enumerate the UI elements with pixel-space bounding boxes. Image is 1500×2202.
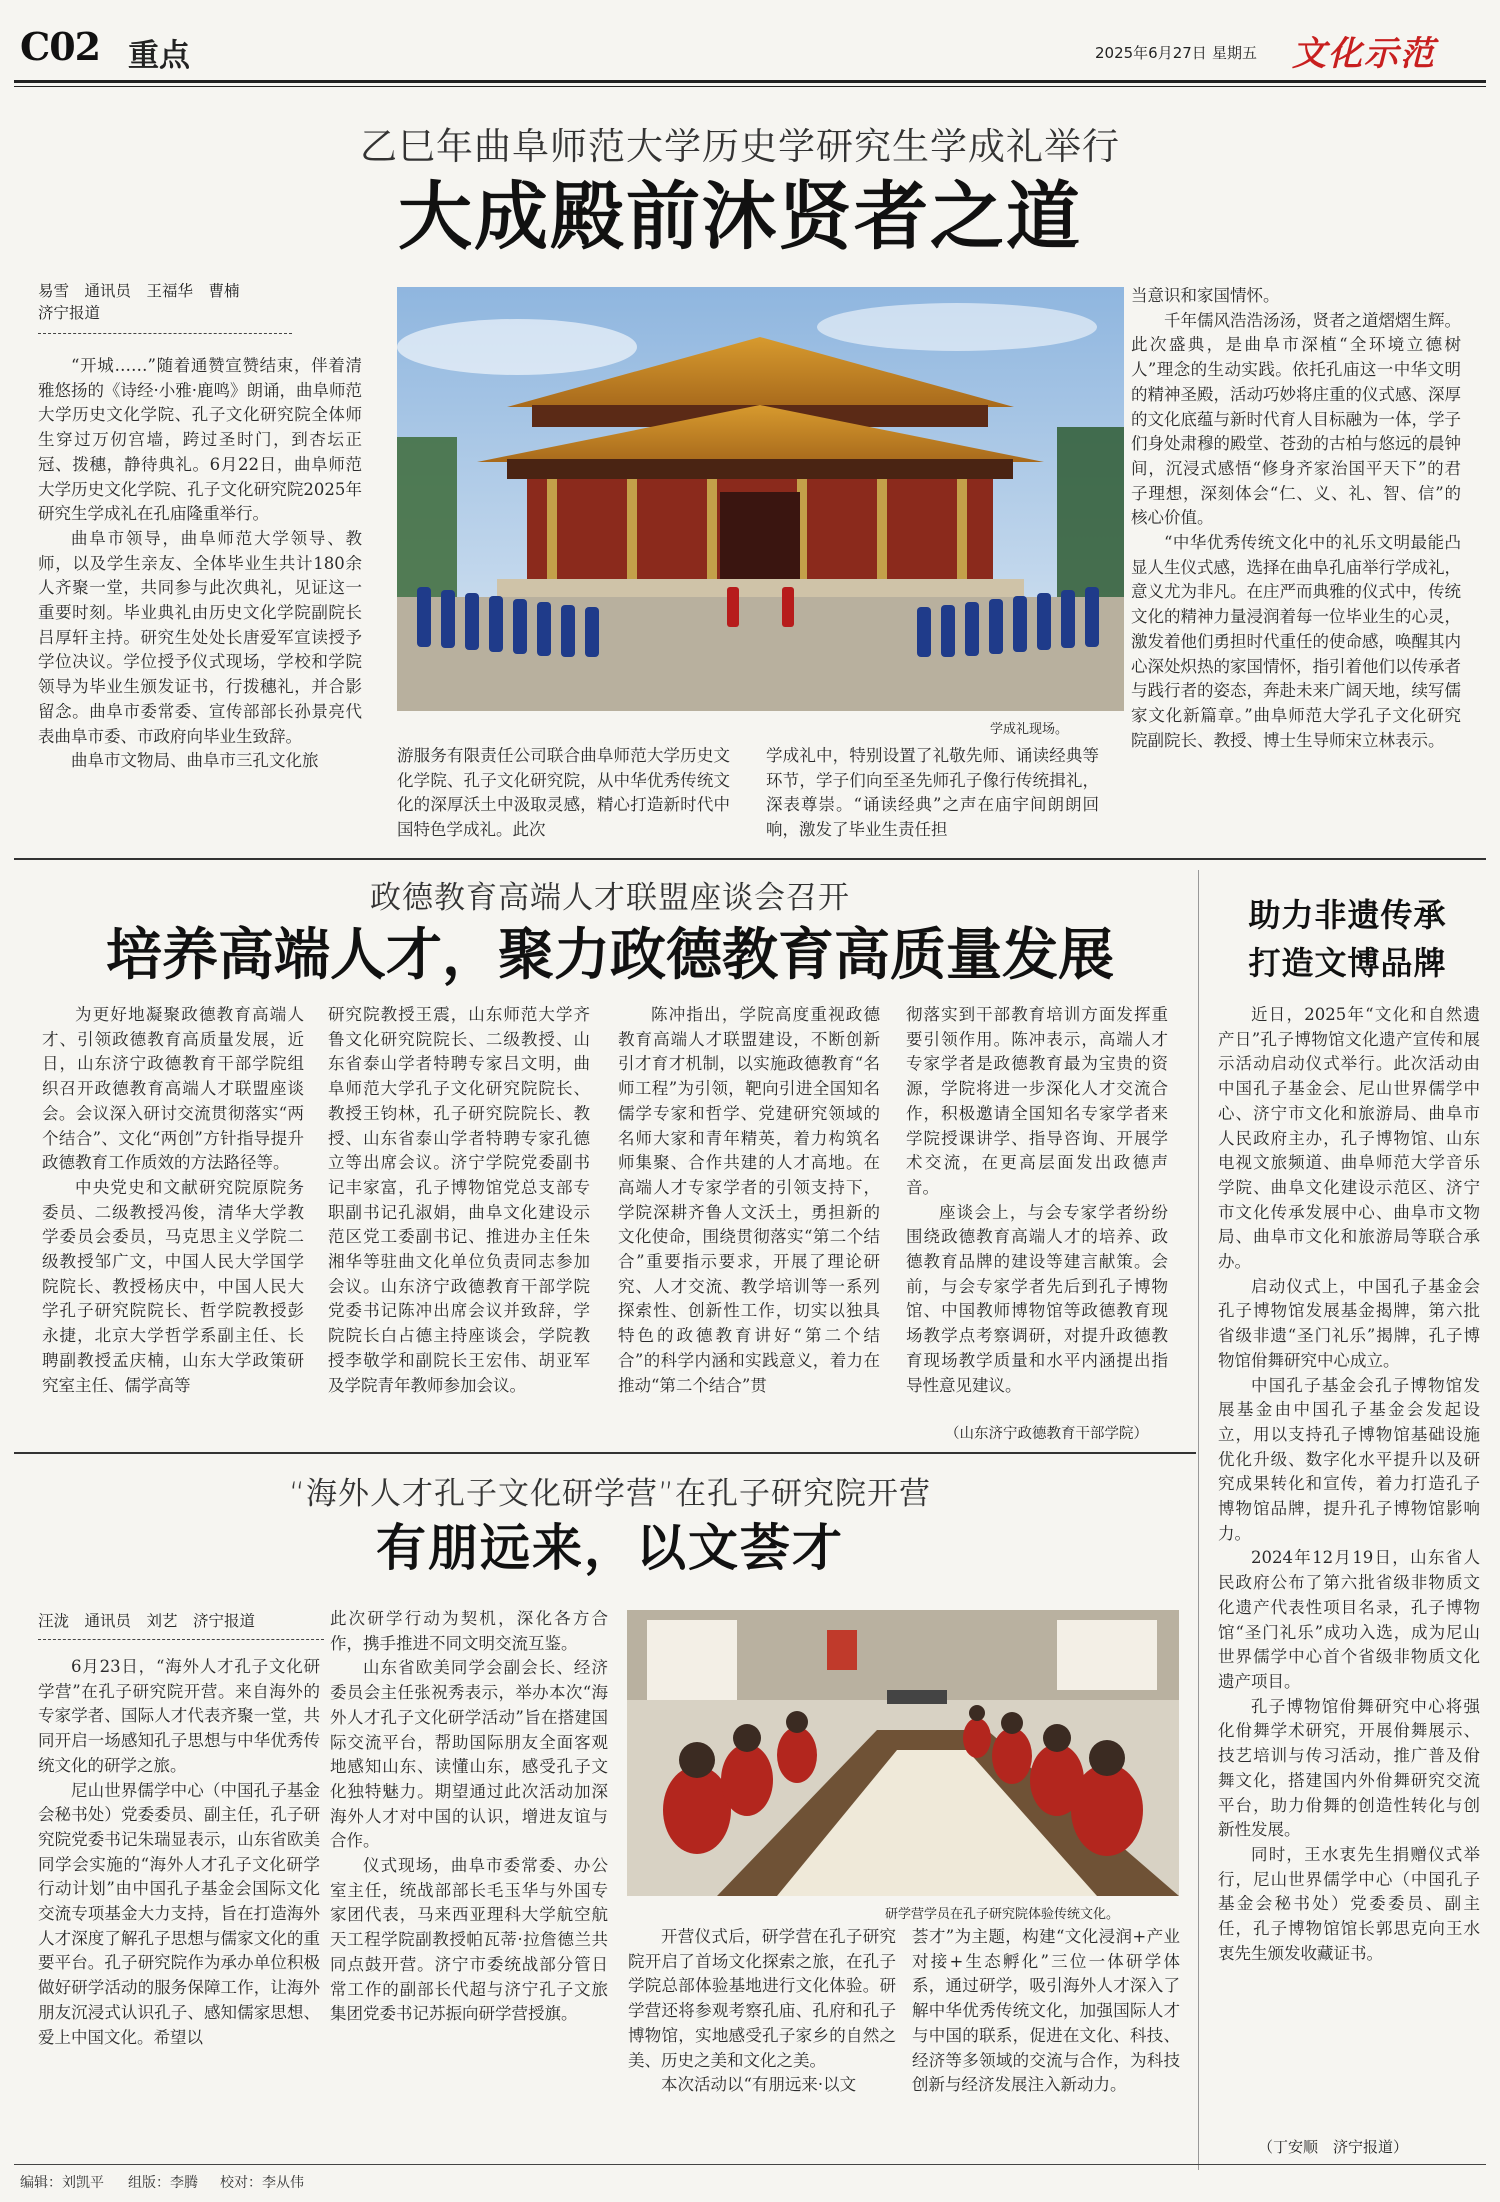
paragraph: 研究院教授王震，山东师范大学齐鲁文化研究院院长、二级教授、山东省泰山学者特聘专家吕文明，曲阜师范大学孔子文化研究院院长、教授王钧林，孔子研究院院长、教授、山东省泰山学者特聘专家孔德立等出席会议。济宁学院党委副书记丰家富，孔子博物馆党总支部专职副书记孔淑娟，曲阜文化建设示范区党工委副书记、推进办主任朱湘华等驻曲文化单位负责同志参加会议。山东济宁政德教育干部学院党委书记陈冲出席会议并致辞，学院院长白占德主持座谈会，学院教授李敬学和副院长王宏伟、胡亚军及学院青年教师参加会议。 (328, 1005, 590, 1395)
article3-kicker: “海外人才孔子文化研学营”在孔子研究院开营 (288, 1476, 932, 1512)
issue-date: 2025年6月27日 (1095, 44, 1207, 62)
footer-editor: 编辑：刘凯平 (20, 2175, 104, 2191)
article1-bottom-rule (14, 858, 1486, 860)
footer-rule (14, 2164, 1486, 2165)
ceremony-photo (397, 287, 1124, 711)
paragraph: 本次活动以“有朋远来·以文 (661, 2075, 857, 2095)
article1-photo-caption: 学成礼现场。 (990, 722, 1069, 737)
article3-photo-caption: 研学营学员在孔子研究院体验传统文化。 (885, 1907, 1120, 1922)
brand-logo: 文化示范 (1292, 34, 1436, 74)
page-number: C02 (20, 24, 101, 69)
paragraph: 此次研学行动为契机，深化各方合作，携手推进不同文明交流互鉴。 (330, 1609, 608, 1653)
article2-column-1 (42, 1003, 304, 1398)
sidebar-credit: （丁安顺 济宁报道） (1258, 2138, 1409, 2156)
paragraph: 当意识和家国情怀。 (1131, 286, 1280, 305)
paragraph: 2024年12月19日，山东省人民政府公布了第六批省级非物质文化遗产代表性项目名录，孔子博物馆“圣门礼乐”成功入选，成为尼山世界儒学中心首个省级非物质文化遗产项目。 (1218, 1548, 1480, 1691)
article2-headline: 培养高端人才，聚力政德教育高质量发展 (106, 922, 1114, 988)
paragraph: 仪式现场，曲阜市委常委、办公室主任，统战部部长毛玉华与外国专家团代表，马来西亚理科大学航空航天工程学院副教授帕瓦蒂·拉詹德兰共同点鼓开营。济宁市委统战部分管日常工作的副部长代超与济宁孔子文旅集团党委书记苏振向研学营授旗。 (330, 1856, 608, 2024)
paragraph: 荟才”为主题，构建“文化浸润+产业对接+生态孵化”三位一体研学体系，通过研学，吸引海外人才深入了解中华优秀传统文化，加强国际人才与中国的联系，促进在文化、科技、经济等多领域的交流与合作，为科技创新与经济发展注入新动力。 (912, 1927, 1180, 2095)
paragraph: 开营仪式后，研学营在孔子研究院开启了首场文化探索之旅，在孔子学院总部体验基地进行文化体验。研学营还将参观考察孔庙、孔府和孔子博物馆，实地感受孔子家乡的自然之美、历史之美和文化之美。 (628, 1927, 896, 2070)
article1-kicker: 乙巳年曲阜师范大学历史学研究生学成礼举行 (360, 125, 1120, 168)
temple-illustration (397, 287, 1124, 711)
paragraph: 中国孔子基金会孔子博物馆发展基金由中国孔子基金会发起设立，用以支持孔子博物馆基础设施优化升级、数字化水平提升以及研究成果转化和宣传，着力打造孔子博物馆品牌，提升孔子博物馆影响力。 (1218, 1375, 1480, 1543)
article1-headline: 大成殿前沐贤者之道 (398, 174, 1082, 260)
paragraph: 彻落实到干部教育培训方面发挥重要引领作用。陈冲表示，高端人才专家学者是政德教育最为宝贵的资源，学院将进一步深化人才交流合作，积极邀请全国知名专家学者来学院授课讲学、指导咨询、开展学术交流，在更高层面发出政德声音。 (906, 1005, 1168, 1197)
article3-column-3 (628, 1925, 896, 2098)
sidebar-headline-2: 打造文博品牌 (1248, 944, 1447, 982)
header-rule (14, 80, 1486, 83)
paragraph: 为更好地凝聚政德教育高端人才、引领政德教育高质量发展，近日，山东济宁政德教育干部学院组织召开政德教育高端人才联盟座谈会。会议深入研讨交流贯彻落实“两个结合”、文化“两创”方针指导提升政德教育工作质效的方法路径等。 (42, 1005, 304, 1173)
article1-byline (38, 280, 358, 324)
paragraph: 同时，王水衷先生捐赠仪式举行，尼山世界儒学中心（中国孔子基金会秘书处）党委委员、副主任，孔子博物馆馆长郭思克向王水衷先生颁发收藏证书。 (1218, 1844, 1480, 1963)
section-name: 重点 (128, 38, 190, 74)
article3-column-1 (38, 1655, 320, 2050)
article1-column-3 (766, 744, 1099, 843)
article3-column-4 (912, 1925, 1180, 2098)
paragraph: “开城……”随着通赞宣赞结束，伴着清雅悠扬的《诗经·小雅·鹿鸣》朗诵，曲阜师范大学历史文化学院、孔子文化研究院全体师生穿过万仞宫墙，跨过圣时门，到杏坛正冠、拨穗，静待典礼。6月22日，曲阜师范大学历史文化学院、孔子文化研究院2025年研究生学成礼在孔庙隆重举行。 (38, 356, 362, 524)
paragraph: 陈冲指出，学院高度重视政德教育高端人才联盟建设，不断创新引才育才机制，以实施政德教育“名师工程”为引领，靶向引进全国知名儒学专家和哲学、党建研究领域的名师大家和青年精英，着力构筑名师集聚、合作共建的人才高地。在高端人才专家学者的引领支持下，学院深耕齐鲁人文沃土，勇担新的文化使命，围绕贯彻落实“第二个结合”重要指示要求，开展了理论研究、人才交流、教学培训等一系列探索性、创新性工作，切实以独具特色的政德教育讲好“第二个结合”的科学内涵和实践意义，着力在推动“第二个结合”贯 (618, 1005, 880, 1395)
paragraph: “中华优秀传统文化中的礼乐文明最能凸显人生仪式感，选择在曲阜孔庙举行学成礼，意义尤为非凡。在庄严而典雅的仪式中，传统文化的精神力量浸润着每一位毕业生的心灵，激发着他们勇担时代重任的使命感，唤醒其内心深处炽热的家国情怀，指引着他们以传承者与践行者的姿态，奔赴未来广阔天地，续写儒家文化新篇章。”曲阜师范大学孔子文化研究院副院长、教授、博士生导师宋立林表示。 (1131, 533, 1461, 750)
paragraph: 学成礼中，特别设置了礼敬先师、诵读经典等环节，学子们向至圣先师孔子像行传统揖礼，深表尊崇。“诵读经典”之声在庙宇间朗朗回响，激发了毕业生责任担 (766, 746, 1099, 840)
article1-byline-authors: 易雪 通讯员 王福华 曹楠 (38, 282, 240, 300)
paragraph: 曲阜市领导，曲阜师范大学领导、教师，以及学生亲友、全体毕业生共计180余人齐聚一堂，共同参与此次典礼，见证这一重要时刻。毕业典礼由历史文化学院副院长吕厚轩主持。研究生处处长唐爱军宣读授予学位决议。学位授予仪式现场，学校和学院领导为毕业生颁发证书，行拨穗礼，并合影留念。曲阜市委常委、宣传部部长孙景亮代表曲阜市委、市政府向毕业生致辞。 (38, 528, 362, 746)
sidebar-divider (1198, 870, 1199, 2170)
article3-headline: 有朋远来，以文荟才 (376, 1518, 844, 1577)
paragraph: 尼山世界儒学中心（中国孔子基金会秘书处）党委委员、副主任，孔子研究院党委书记朱瑞显表示，山东省欧美同学会实施的“海外人才孔子文化研学行动计划”由中国孔子基金会国际文化交流专项基金大力支持，旨在打造海外人才深度了解孔子思想与儒家文化的重要平台。孔子研究院作为承办单位积极做好研学活动的服务保障工作，让海外朋友沉浸式认识孔子、感知儒家思想、爱上中国文化。希望以 (38, 1780, 320, 2047)
paragraph: 6月23日，“海外人才孔子文化研学营”在孔子研究院开营。来自海外的专家学者、国际人才代表齐聚一堂，共同开启一场感知孔子思想与中华优秀传统文化的研学之旅。 (38, 1657, 320, 1775)
article1-column-2 (397, 744, 730, 843)
paragraph: 游服务有限责任公司联合曲阜师范大学历史文化学院、孔子文化研究院，从中华优秀传统文化的深厚沃土中汲取灵感，精心打造新时代中国特色学成礼。此次 (397, 746, 730, 840)
article2-column-2 (328, 1003, 590, 1398)
article2-bottom-rule (14, 1452, 1196, 1454)
article2-column-3 (618, 1003, 880, 1398)
article1-byline-rule (38, 333, 292, 334)
footer-proof: 校对：李从伟 (220, 2175, 304, 2191)
paragraph: 近日，2025年“文化和自然遗产日”孔子博物馆文化遗产宣传和展示活动启动仪式举行。此次活动由中国孔子基金会、尼山世界儒学中心、济宁市文化和旅游局、曲阜市人民政府主办，孔子博物馆、山东电视文旅频道、曲阜师范大学音乐学院、曲阜文化建设示范区、济宁市文化传承发展中心、曲阜市文物局、曲阜市文化和旅游局等联合承办。 (1218, 1005, 1480, 1272)
article1-byline-location: 济宁报道 (38, 304, 101, 322)
footer-layout: 组版：李腾 (128, 2175, 198, 2191)
article3-column-2 (330, 1607, 608, 2027)
sidebar-headline-1: 助力非遗传承 (1248, 896, 1447, 934)
article3-byline: 汪泷 通讯员 刘艺 济宁报道 (38, 1612, 256, 1630)
paragraph: 山东省欧美同学会副会长、经济委员会主任张祝秀表示，举办本次“海外人才孔子文化研学活动”旨在搭建国际交流平台，帮助国际朋友全面客观地感知山东、读懂山东，感受孔子文化独特魅力。期望通过此次活动加深海外人才对中国的认识，增进友谊与合作。 (330, 1658, 608, 1851)
article1-column-1 (38, 354, 362, 774)
workshop-photo (627, 1610, 1179, 1896)
paragraph: 曲阜市文物局、曲阜市三孔文化旅 (71, 751, 319, 771)
paragraph: 启动仪式上，中国孔子基金会孔子博物馆发展基金揭牌，第六批省级非遗“圣门礼乐”揭牌，孔子博物馆佾舞研究中心成立。 (1218, 1276, 1480, 1370)
paragraph: 座谈会上，与会专家学者纷纷围绕政德教育高端人才的培养、政德教育品牌的建设等建言献策。会前，与会专家学者先后到孔子博物馆、中国教师博物馆等政德教育现场教学点考察调研，对提升政德教育现场教学质量和水平内涵提出指导性意见建议。 (906, 1202, 1168, 1395)
article2-column-4 (906, 1003, 1168, 1398)
workshop-illustration (627, 1610, 1179, 1896)
issue-weekday: 星期五 (1212, 44, 1258, 62)
paragraph: 孔子博物馆佾舞研究中心将强化佾舞学术研究，开展佾舞展示、技艺培训与传习活动，推广普及佾舞文化，搭建国内外佾舞研究交流平台，助力佾舞的创造性转化与创新性发展。 (1218, 1696, 1480, 1840)
header-rule-thin (14, 86, 1486, 87)
article2-kicker: 政德教育高端人才联盟座谈会召开 (370, 880, 850, 916)
article1-column-4 (1131, 284, 1461, 753)
paragraph: 中央党史和文献研究院原院务委员、二级教授冯俊，清华大学教学委员会委员，马克思主义学院二级教授邹广文，中国人民大学国学院院长、教授杨庆中，中国人民大学孔子研究院院长、哲学院教授彭永捷，北京大学哲学系副主任、长聘副教授孟庆楠，山东大学政策研究室主任、儒学高等 (42, 1177, 304, 1395)
paragraph: 千年儒风浩浩汤汤，贤者之道熠熠生辉。此次盛典，是曲阜市深植“全环境立德树人”理念的生动实践。依托孔庙这一中华文明的精神圣殿，活动巧妙将庄重的仪式感、深厚的文化底蕴与新时代育人目标融为一体，学子们身处肃穆的殿堂、苍劲的古柏与悠远的晨钟间，沉浸式感悟“修身齐家治国平天下”的君子理想，深刻体会“仁、义、礼、智、信”的核心价值。 (1131, 310, 1461, 528)
article2-credit: （山东济宁政德教育干部学院） (945, 1426, 1148, 1442)
article3-byline-rule (38, 1639, 324, 1640)
sidebar-column (1218, 1003, 1480, 1966)
